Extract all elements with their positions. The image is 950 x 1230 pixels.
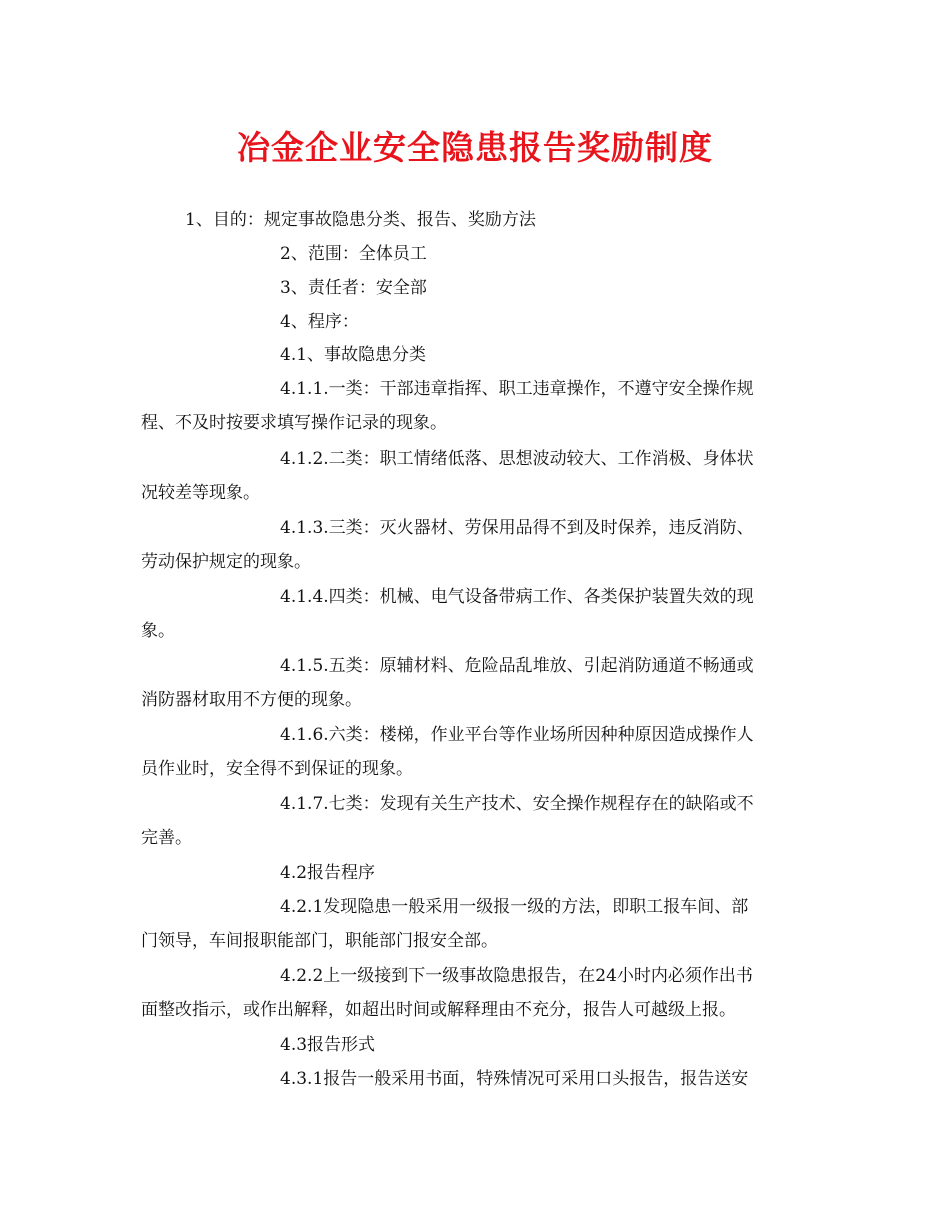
text-line: 4.1.1.一类：干部违章指挥、职工违章操作，不遵守安全操作规 [280,379,754,399]
text-line: 消防器材取用不方便的现象。 [141,690,362,710]
text-line: 4.3报告形式 [280,1035,376,1055]
text-line: 4.2.1发现隐患一般采用一级报一级的方法，即职工报车间、部 [280,897,749,917]
text-line: 4.1.2.二类：职工情绪低落、思想波动较大、工作消极、身体状 [280,449,754,469]
text-line: 4.1.6.六类：楼梯，作业平台等作业场所因种种原因造成操作人 [280,725,754,745]
text-line: 4.2报告程序 [280,863,376,883]
text-line: 4、程序： [280,312,359,332]
text-line: 4.1、事故隐患分类 [280,345,427,365]
text-line: 1、目的：规定事故隐患分类、报告、奖励方法 [185,210,536,230]
text-line: 4.1.4.四类：机械、电气设备带病工作、各类保护装置失效的现 [280,587,754,607]
text-line: 完善。 [141,828,192,848]
text-line: 象。 [141,621,175,641]
text-line: 4.3.1报告一般采用书面，特殊情况可采用口头报告，报告送安 [280,1069,749,1089]
text-line: 4.1.5.五类：原辅材料、危险品乱堆放、引起消防通道不畅通或 [280,656,754,676]
text-line: 3、责任者：安全部 [280,278,427,298]
text-line: 4.2.2上一级接到下一级事故隐患报告，在24小时内必须作出书 [280,966,753,986]
text-line: 2、范围：全体员工 [280,244,427,264]
document-title: 冶金企业安全隐患报告奖励制度 [237,128,713,167]
text-line: 员作业时，安全得不到保证的现象。 [141,759,413,779]
text-line: 况较差等现象。 [141,483,260,503]
text-line: 4.1.3.三类：灭火器材、劳保用品得不到及时保养，违反消防、 [280,518,754,538]
text-line: 程、不及时按要求填写操作记录的现象。 [141,413,447,433]
text-line: 劳动保护规定的现象。 [141,552,311,572]
text-line: 门领导，车间报职能部门，职能部门报安全部。 [141,931,498,951]
text-line: 面整改指示，或作出解释，如超出时间或解释理由不充分，报告人可越级上报。 [141,1000,736,1020]
text-line: 4.1.7.七类：发现有关生产技术、安全操作规程存在的缺陷或不 [280,794,754,814]
